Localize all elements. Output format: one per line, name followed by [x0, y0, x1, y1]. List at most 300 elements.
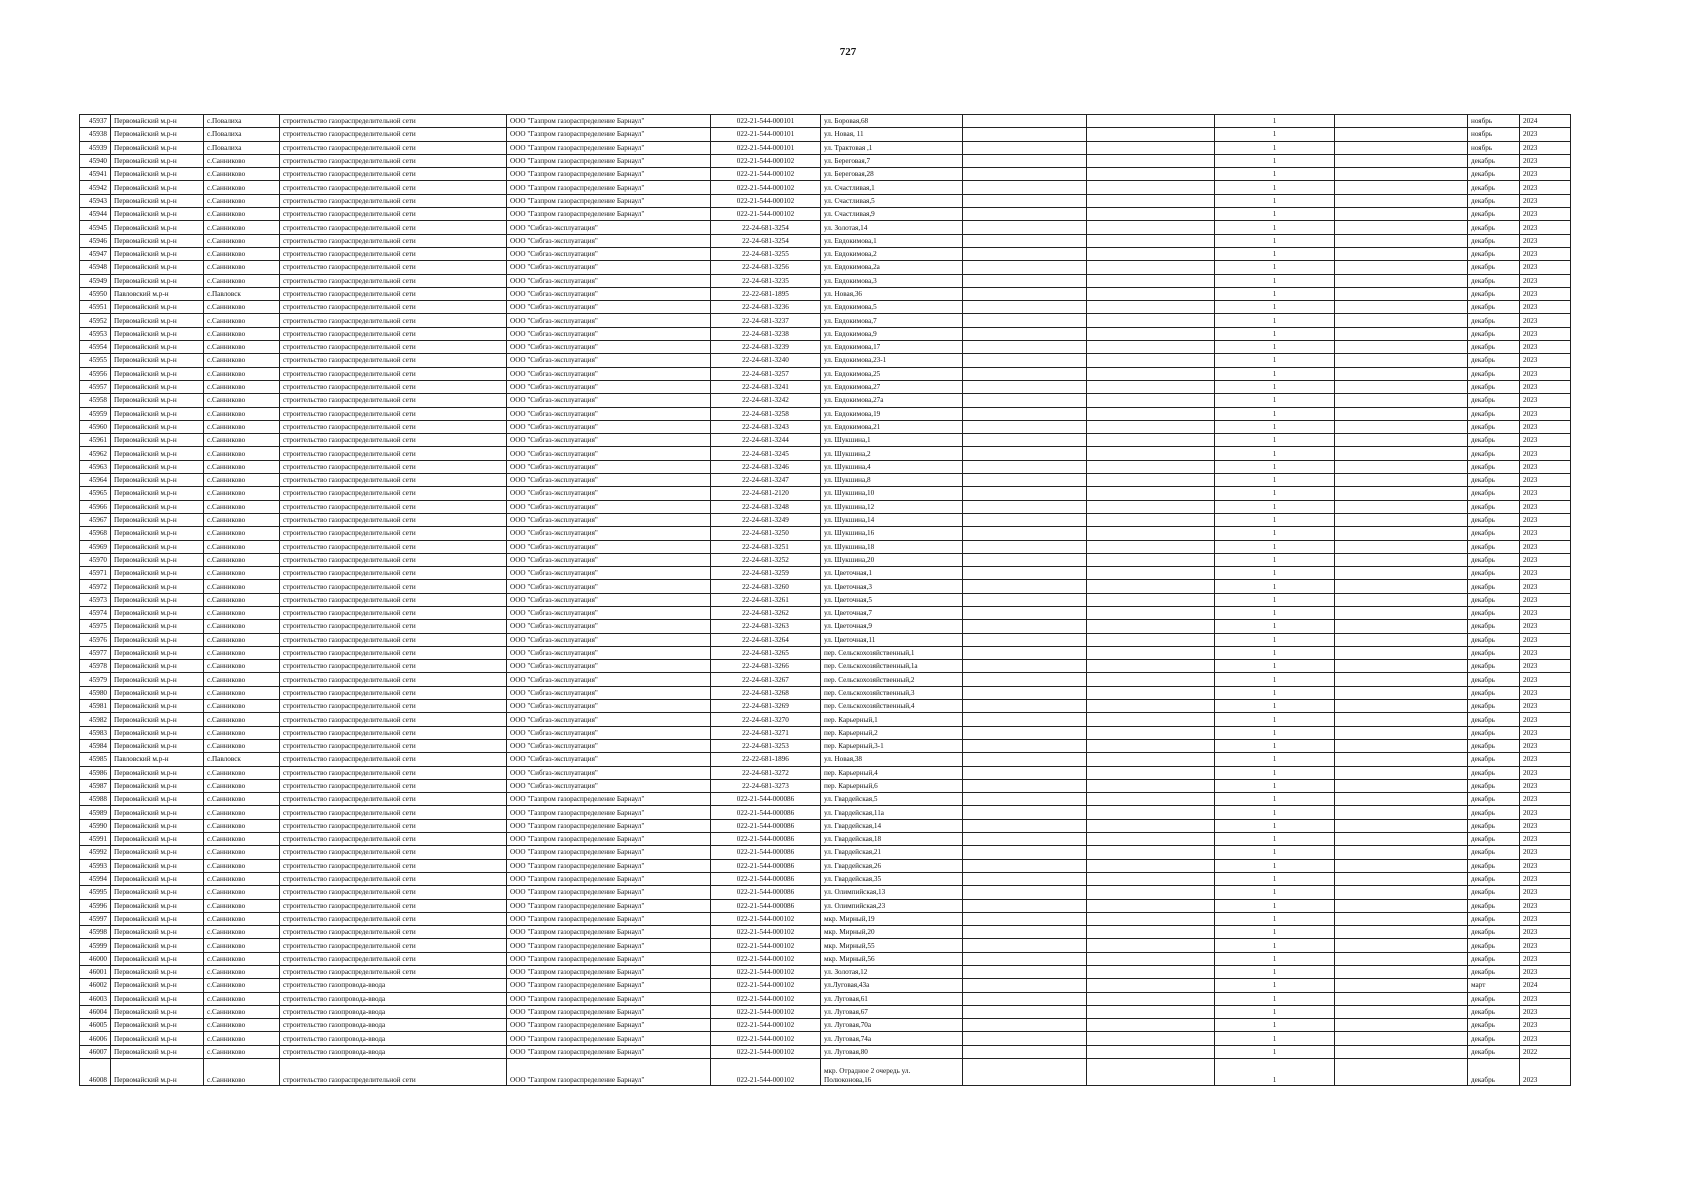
- month-cell: декабрь: [1468, 181, 1520, 194]
- settlement-cell: с.Санниково: [204, 766, 280, 779]
- row-number-cell: 45978: [80, 660, 111, 673]
- organization-cell: ООО "Газпром газораспределение Барнаул": [507, 1005, 711, 1018]
- extra-col-2-cell: [1087, 1059, 1215, 1086]
- extra-col-2-cell: [1087, 660, 1215, 673]
- month-cell: декабрь: [1468, 447, 1520, 460]
- organization-cell: ООО "Сибгаз-эксплуатация": [507, 606, 711, 619]
- address-cell: ул. Евдокимова,23-1: [821, 354, 963, 367]
- organization-cell: ООО "Сибгаз-эксплуатация": [507, 460, 711, 473]
- settlement-cell: с.Санниково: [204, 580, 280, 593]
- year-cell: 2023: [1520, 846, 1571, 859]
- extra-col-3-cell: [1335, 354, 1468, 367]
- extra-col-3-cell: [1335, 726, 1468, 739]
- settlement-cell: с.Санниково: [204, 407, 280, 420]
- row-number-cell: 45973: [80, 593, 111, 606]
- work-type-cell: строительство газораспределительной сети: [280, 221, 507, 234]
- district-cell: Первомайский м.р-н: [111, 739, 204, 752]
- cadastral-number-cell: 22-24-681-3246: [711, 460, 821, 473]
- work-type-cell: строительство газораспределительной сети: [280, 327, 507, 340]
- extra-col-3-cell: [1335, 447, 1468, 460]
- year-cell: 2023: [1520, 420, 1571, 433]
- extra-col-1-cell: [963, 474, 1087, 487]
- district-cell: Первомайский м.р-н: [111, 487, 204, 500]
- month-cell: декабрь: [1468, 500, 1520, 513]
- row-number-cell: 45995: [80, 886, 111, 899]
- year-cell: 2023: [1520, 606, 1571, 619]
- year-cell: 2023: [1520, 168, 1571, 181]
- row-number-cell: 46004: [80, 1005, 111, 1018]
- district-cell: Первомайский м.р-н: [111, 500, 204, 513]
- address-cell: ул. Евдокимова,17: [821, 341, 963, 354]
- cadastral-number-cell: 022-21-544-000102: [711, 926, 821, 939]
- extra-col-2-cell: [1087, 447, 1215, 460]
- extra-col-2-cell: [1087, 806, 1215, 819]
- month-cell: декабрь: [1468, 899, 1520, 912]
- quantity-cell: 1: [1215, 221, 1335, 234]
- month-cell: декабрь: [1468, 726, 1520, 739]
- organization-cell: ООО "Сибгаз-эксплуатация": [507, 779, 711, 792]
- extra-col-1-cell: [963, 420, 1087, 433]
- settlement-cell: с.Санниково: [204, 500, 280, 513]
- cadastral-number-cell: 22-24-681-3251: [711, 540, 821, 553]
- row-number-cell: 45984: [80, 739, 111, 752]
- extra-col-3-cell: [1335, 660, 1468, 673]
- table-row: [80, 287, 1571, 300]
- cadastral-number-cell: 22-24-681-3258: [711, 407, 821, 420]
- table-row: [80, 407, 1571, 420]
- month-cell: декабрь: [1468, 460, 1520, 473]
- year-cell: 2023: [1520, 540, 1571, 553]
- district-cell: Первомайский м.р-н: [111, 952, 204, 965]
- extra-col-1-cell: [963, 872, 1087, 885]
- extra-col-3-cell: [1335, 301, 1468, 314]
- month-cell: декабрь: [1468, 1032, 1520, 1045]
- row-number-cell: 45966: [80, 500, 111, 513]
- extra-col-1-cell: [963, 739, 1087, 752]
- year-cell: 2023: [1520, 1005, 1571, 1018]
- extra-col-1-cell: [963, 912, 1087, 925]
- year-cell: 2023: [1520, 806, 1571, 819]
- year-cell: 2023: [1520, 234, 1571, 247]
- year-cell: 2024: [1520, 115, 1571, 128]
- month-cell: декабрь: [1468, 966, 1520, 979]
- district-cell: Первомайский м.р-н: [111, 327, 204, 340]
- cadastral-number-cell: 022-21-544-000101: [711, 141, 821, 154]
- extra-col-3-cell: [1335, 287, 1468, 300]
- work-type-cell: строительство газораспределительной сети: [280, 247, 507, 260]
- table-row: [80, 154, 1571, 167]
- extra-col-2-cell: [1087, 992, 1215, 1005]
- extra-col-2-cell: [1087, 407, 1215, 420]
- address-cell: ул. Цветочная,5: [821, 593, 963, 606]
- settlement-cell: с.Санниково: [204, 912, 280, 925]
- month-cell: декабрь: [1468, 686, 1520, 699]
- year-cell: 2023: [1520, 912, 1571, 925]
- quantity-cell: 1: [1215, 580, 1335, 593]
- row-number-cell: 45963: [80, 460, 111, 473]
- district-cell: Первомайский м.р-н: [111, 154, 204, 167]
- table-row: [80, 606, 1571, 619]
- organization-cell: ООО "Газпром газораспределение Барнаул": [507, 819, 711, 832]
- extra-col-2-cell: [1087, 846, 1215, 859]
- extra-col-2-cell: [1087, 500, 1215, 513]
- table-row: [80, 793, 1571, 806]
- work-type-cell: строительство газораспределительной сети: [280, 660, 507, 673]
- year-cell: 2023: [1520, 580, 1571, 593]
- extra-col-2-cell: [1087, 739, 1215, 752]
- quantity-cell: 1: [1215, 700, 1335, 713]
- extra-col-1-cell: [963, 181, 1087, 194]
- table-row: [80, 553, 1571, 566]
- settlement-cell: с.Санниково: [204, 420, 280, 433]
- extra-col-1-cell: [963, 633, 1087, 646]
- extra-col-2-cell: [1087, 434, 1215, 447]
- quantity-cell: 1: [1215, 154, 1335, 167]
- year-cell: 2023: [1520, 779, 1571, 792]
- work-type-cell: строительство газораспределительной сети: [280, 633, 507, 646]
- extra-col-2-cell: [1087, 221, 1215, 234]
- year-cell: 2023: [1520, 713, 1571, 726]
- address-cell: ул. Шукшина,2: [821, 447, 963, 460]
- year-cell: 2023: [1520, 833, 1571, 846]
- month-cell: декабрь: [1468, 593, 1520, 606]
- quantity-cell: 1: [1215, 753, 1335, 766]
- extra-col-3-cell: [1335, 1005, 1468, 1018]
- district-cell: Первомайский м.р-н: [111, 966, 204, 979]
- organization-cell: ООО "Сибгаз-эксплуатация": [507, 474, 711, 487]
- settlement-cell: с.Санниково: [204, 833, 280, 846]
- row-number-cell: 45962: [80, 447, 111, 460]
- quantity-cell: 1: [1215, 686, 1335, 699]
- extra-col-3-cell: [1335, 194, 1468, 207]
- district-cell: Первомайский м.р-н: [111, 553, 204, 566]
- settlement-cell: с.Санниково: [204, 261, 280, 274]
- extra-col-3-cell: [1335, 1019, 1468, 1032]
- district-cell: Первомайский м.р-н: [111, 115, 204, 128]
- settlement-cell: с.Санниково: [204, 527, 280, 540]
- quantity-cell: 1: [1215, 540, 1335, 553]
- district-cell: Первомайский м.р-н: [111, 1059, 204, 1086]
- row-number-cell: 46005: [80, 1019, 111, 1032]
- extra-col-2-cell: [1087, 487, 1215, 500]
- row-number-cell: 45997: [80, 912, 111, 925]
- year-cell: 2023: [1520, 700, 1571, 713]
- row-number-cell: 45967: [80, 513, 111, 526]
- settlement-cell: с.Санниково: [204, 327, 280, 340]
- settlement-cell: с.Санниково: [204, 673, 280, 686]
- organization-cell: ООО "Сибгаз-эксплуатация": [507, 513, 711, 526]
- extra-col-1-cell: [963, 660, 1087, 673]
- address-cell: ул. Евдокимова,27а: [821, 394, 963, 407]
- row-number-cell: 45940: [80, 154, 111, 167]
- extra-col-1-cell: [963, 1005, 1087, 1018]
- quantity-cell: 1: [1215, 606, 1335, 619]
- extra-col-3-cell: [1335, 407, 1468, 420]
- extra-col-2-cell: [1087, 380, 1215, 393]
- quantity-cell: 1: [1215, 899, 1335, 912]
- table-row: [80, 567, 1571, 580]
- extra-col-2-cell: [1087, 1032, 1215, 1045]
- district-cell: Первомайский м.р-н: [111, 420, 204, 433]
- table-row: [80, 620, 1571, 633]
- extra-col-2-cell: [1087, 1045, 1215, 1058]
- quantity-cell: 1: [1215, 327, 1335, 340]
- address-cell: ул. Евдокимова,7: [821, 314, 963, 327]
- year-cell: 2023: [1520, 447, 1571, 460]
- extra-col-3-cell: [1335, 620, 1468, 633]
- table-row: [80, 686, 1571, 699]
- year-cell: 2023: [1520, 952, 1571, 965]
- quantity-cell: 1: [1215, 793, 1335, 806]
- organization-cell: ООО "Сибгаз-эксплуатация": [507, 766, 711, 779]
- address-cell: пер. Карьерный,3-1: [821, 739, 963, 752]
- district-cell: Первомайский м.р-н: [111, 859, 204, 872]
- month-cell: декабрь: [1468, 513, 1520, 526]
- table-row: [80, 1032, 1571, 1045]
- row-number-cell: 45974: [80, 606, 111, 619]
- month-cell: декабрь: [1468, 739, 1520, 752]
- year-cell: 2023: [1520, 793, 1571, 806]
- table-row: [80, 846, 1571, 859]
- table-row: [80, 806, 1571, 819]
- organization-cell: ООО "Сибгаз-эксплуатация": [507, 700, 711, 713]
- table-row: [80, 314, 1571, 327]
- address-cell: пер. Сельскохозяйственный,3: [821, 686, 963, 699]
- row-number-cell: 45950: [80, 287, 111, 300]
- extra-col-1-cell: [963, 952, 1087, 965]
- year-cell: 2023: [1520, 992, 1571, 1005]
- extra-col-1-cell: [963, 434, 1087, 447]
- year-cell: 2023: [1520, 1059, 1571, 1086]
- cadastral-number-cell: 22-24-681-3245: [711, 447, 821, 460]
- district-cell: Первомайский м.р-н: [111, 527, 204, 540]
- quantity-cell: 1: [1215, 726, 1335, 739]
- table-row: [80, 833, 1571, 846]
- settlement-cell: с.Санниково: [204, 168, 280, 181]
- work-type-cell: строительство газораспределительной сети: [280, 234, 507, 247]
- district-cell: Первомайский м.р-н: [111, 181, 204, 194]
- table-row: [80, 194, 1571, 207]
- work-type-cell: строительство газораспределительной сети: [280, 447, 507, 460]
- work-type-cell: строительство газораспределительной сети: [280, 168, 507, 181]
- year-cell: 2023: [1520, 208, 1571, 221]
- year-cell: 2024: [1520, 979, 1571, 992]
- quantity-cell: 1: [1215, 407, 1335, 420]
- address-cell: ул. Счастливая,9: [821, 208, 963, 221]
- extra-col-1-cell: [963, 567, 1087, 580]
- extra-col-2-cell: [1087, 567, 1215, 580]
- address-cell: ул. Золотая,14: [821, 221, 963, 234]
- month-cell: ноябрь: [1468, 115, 1520, 128]
- extra-col-1-cell: [963, 115, 1087, 128]
- address-cell: ул. Евдокимова,25: [821, 367, 963, 380]
- quantity-cell: 1: [1215, 1005, 1335, 1018]
- work-type-cell: строительство газораспределительной сети: [280, 420, 507, 433]
- extra-col-2-cell: [1087, 261, 1215, 274]
- settlement-cell: с.Санниково: [204, 434, 280, 447]
- extra-col-3-cell: [1335, 939, 1468, 952]
- extra-col-3-cell: [1335, 115, 1468, 128]
- work-type-cell: строительство газораспределительной сети: [280, 474, 507, 487]
- work-type-cell: строительство газораспределительной сети: [280, 606, 507, 619]
- row-number-cell: 45957: [80, 380, 111, 393]
- row-number-cell: 45970: [80, 553, 111, 566]
- extra-col-1-cell: [963, 234, 1087, 247]
- table-row: [80, 247, 1571, 260]
- extra-col-1-cell: [963, 168, 1087, 181]
- row-number-cell: 45947: [80, 247, 111, 260]
- quantity-cell: 1: [1215, 527, 1335, 540]
- extra-col-2-cell: [1087, 686, 1215, 699]
- work-type-cell: строительство газораспределительной сети: [280, 380, 507, 393]
- work-type-cell: строительство газораспределительной сети: [280, 673, 507, 686]
- year-cell: 2023: [1520, 500, 1571, 513]
- table-row: [80, 500, 1571, 513]
- settlement-cell: с.Санниково: [204, 447, 280, 460]
- month-cell: декабрь: [1468, 1005, 1520, 1018]
- address-cell: ул. Гвардейская,18: [821, 833, 963, 846]
- extra-col-1-cell: [963, 407, 1087, 420]
- extra-col-2-cell: [1087, 872, 1215, 885]
- year-cell: 2023: [1520, 474, 1571, 487]
- table-row: [80, 341, 1571, 354]
- address-cell: ул. Шукшина,18: [821, 540, 963, 553]
- quantity-cell: 1: [1215, 806, 1335, 819]
- address-cell: ул. Береговая,7: [821, 154, 963, 167]
- work-type-cell: строительство газораспределительной сети: [280, 115, 507, 128]
- table-row: [80, 274, 1571, 287]
- year-cell: 2023: [1520, 819, 1571, 832]
- work-type-cell: строительство газораспределительной сети: [280, 181, 507, 194]
- organization-cell: ООО "Газпром газораспределение Барнаул": [507, 939, 711, 952]
- extra-col-2-cell: [1087, 926, 1215, 939]
- extra-col-2-cell: [1087, 726, 1215, 739]
- month-cell: декабрь: [1468, 806, 1520, 819]
- extra-col-1-cell: [963, 194, 1087, 207]
- quantity-cell: 1: [1215, 646, 1335, 659]
- address-cell: ул. Луговая,74а: [821, 1032, 963, 1045]
- organization-cell: ООО "Сибгаз-эксплуатация": [507, 221, 711, 234]
- cadastral-number-cell: 22-24-681-3244: [711, 434, 821, 447]
- extra-col-1-cell: [963, 686, 1087, 699]
- extra-col-2-cell: [1087, 593, 1215, 606]
- organization-cell: ООО "Газпром газораспределение Барнаул": [507, 168, 711, 181]
- district-cell: Первомайский м.р-н: [111, 407, 204, 420]
- district-cell: Первомайский м.р-н: [111, 168, 204, 181]
- table-row: [80, 979, 1571, 992]
- settlement-cell: с.Санниково: [204, 886, 280, 899]
- year-cell: 2023: [1520, 633, 1571, 646]
- year-cell: 2023: [1520, 141, 1571, 154]
- month-cell: март: [1468, 979, 1520, 992]
- row-number-cell: 46001: [80, 966, 111, 979]
- address-cell: ул. Шукшина,10: [821, 487, 963, 500]
- extra-col-3-cell: [1335, 553, 1468, 566]
- extra-col-2-cell: [1087, 128, 1215, 141]
- settlement-cell: с.Санниково: [204, 806, 280, 819]
- work-type-cell: строительство газораспределительной сети: [280, 287, 507, 300]
- quantity-cell: 1: [1215, 620, 1335, 633]
- row-number-cell: 45986: [80, 766, 111, 779]
- work-type-cell: строительство газораспределительной сети: [280, 700, 507, 713]
- district-cell: Первомайский м.р-н: [111, 979, 204, 992]
- district-cell: Павловский м.р-н: [111, 753, 204, 766]
- cadastral-number-cell: 22-24-681-3249: [711, 513, 821, 526]
- extra-col-1-cell: [963, 580, 1087, 593]
- month-cell: декабрь: [1468, 354, 1520, 367]
- cadastral-number-cell: 022-21-544-000086: [711, 846, 821, 859]
- extra-col-2-cell: [1087, 700, 1215, 713]
- district-cell: Первомайский м.р-н: [111, 341, 204, 354]
- row-number-cell: 45972: [80, 580, 111, 593]
- address-cell: ул. Счастливая,5: [821, 194, 963, 207]
- quantity-cell: 1: [1215, 314, 1335, 327]
- address-cell: ул. Луговая,80: [821, 1045, 963, 1058]
- district-cell: Первомайский м.р-н: [111, 806, 204, 819]
- year-cell: 2023: [1520, 128, 1571, 141]
- settlement-cell: с.Санниково: [204, 221, 280, 234]
- extra-col-1-cell: [963, 221, 1087, 234]
- extra-col-2-cell: [1087, 713, 1215, 726]
- quantity-cell: 1: [1215, 926, 1335, 939]
- cadastral-number-cell: 22-24-681-3248: [711, 500, 821, 513]
- extra-col-3-cell: [1335, 686, 1468, 699]
- row-number-cell: 45988: [80, 793, 111, 806]
- extra-col-3-cell: [1335, 673, 1468, 686]
- year-cell: 2023: [1520, 926, 1571, 939]
- table-row: [80, 141, 1571, 154]
- quantity-cell: 1: [1215, 633, 1335, 646]
- quantity-cell: 1: [1215, 354, 1335, 367]
- extra-col-3-cell: [1335, 886, 1468, 899]
- cadastral-number-cell: 22-24-681-3268: [711, 686, 821, 699]
- address-cell: ул. Евдокимова,2: [821, 247, 963, 260]
- quantity-cell: 1: [1215, 287, 1335, 300]
- address-cell: ул. Новая,38: [821, 753, 963, 766]
- row-number-cell: 46003: [80, 992, 111, 1005]
- extra-col-1-cell: [963, 1032, 1087, 1045]
- extra-col-3-cell: [1335, 234, 1468, 247]
- cadastral-number-cell: 022-21-544-000101: [711, 115, 821, 128]
- table-row: [80, 899, 1571, 912]
- extra-col-2-cell: [1087, 753, 1215, 766]
- extra-col-1-cell: [963, 208, 1087, 221]
- cadastral-number-cell: 22-22-681-1895: [711, 287, 821, 300]
- organization-cell: ООО "Сибгаз-эксплуатация": [507, 673, 711, 686]
- settlement-cell: с.Санниково: [204, 793, 280, 806]
- address-cell: ул.Луговая,43а: [821, 979, 963, 992]
- row-number-cell: 45996: [80, 899, 111, 912]
- month-cell: декабрь: [1468, 234, 1520, 247]
- district-cell: Первомайский м.р-н: [111, 660, 204, 673]
- extra-col-1-cell: [963, 447, 1087, 460]
- work-type-cell: строительство газораспределительной сети: [280, 620, 507, 633]
- extra-col-1-cell: [963, 1019, 1087, 1032]
- table-row: [80, 234, 1571, 247]
- settlement-cell: с.Санниково: [204, 208, 280, 221]
- address-cell: ул. Шукшина,4: [821, 460, 963, 473]
- extra-col-2-cell: [1087, 859, 1215, 872]
- quantity-cell: 1: [1215, 380, 1335, 393]
- extra-col-3-cell: [1335, 540, 1468, 553]
- table-row: [80, 208, 1571, 221]
- district-cell: Первомайский м.р-н: [111, 819, 204, 832]
- month-cell: декабрь: [1468, 713, 1520, 726]
- extra-col-3-cell: [1335, 952, 1468, 965]
- settlement-cell: с.Санниково: [204, 567, 280, 580]
- address-cell: ул. Шукшина,1: [821, 434, 963, 447]
- extra-col-3-cell: [1335, 713, 1468, 726]
